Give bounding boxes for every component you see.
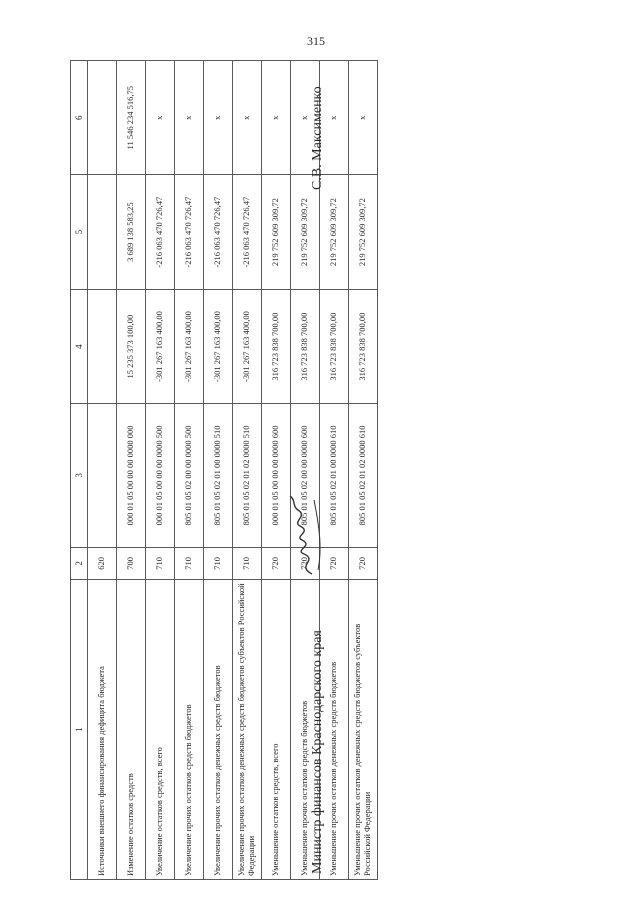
page-number: 315 — [307, 34, 325, 48]
table-row — [349, 61, 378, 880]
table-cell: Увеличение прочих остатков денежных средств бюджетов — [204, 580, 233, 880]
table-cell — [88, 404, 117, 547]
handwritten-signature — [278, 490, 328, 580]
table-cell: 805 01 05 02 01 02 0000 510 — [233, 404, 262, 547]
table-cell: 710 — [233, 547, 262, 580]
table-cell: 805 01 05 02 00 00 0000 600 — [291, 404, 320, 547]
table-row — [204, 61, 233, 880]
table-cell — [88, 175, 117, 289]
table-cell: 219 752 609 309,72 — [349, 175, 378, 289]
table-cell: -216 063 470 726,47 — [204, 175, 233, 289]
table-cell: 710 — [175, 547, 204, 580]
table-cell: Увеличение прочих остатков средств бюджетов — [175, 580, 204, 880]
table-row — [233, 61, 262, 880]
table-cell: Увеличение прочих остатков денежных средств бюджетов субъектов Российской Федерации — [233, 580, 262, 880]
table-cell: -301 267 163 400,00 — [146, 289, 175, 403]
table-row — [262, 61, 291, 880]
table-cell: 720 — [349, 547, 378, 580]
table-cell: 720 — [291, 547, 320, 580]
header-cell: 2 — [71, 547, 88, 580]
table-cell: х — [204, 61, 233, 175]
rotated-document-content — [70, 60, 372, 880]
table-cell: 316 723 838 700,00 — [262, 289, 291, 403]
table-cell: -216 063 470 726,47 — [175, 175, 204, 289]
header-cell: 1 — [71, 580, 88, 880]
table-cell: х — [233, 61, 262, 175]
table-cell: 219 752 609 309,72 — [291, 175, 320, 289]
table-cell: Увеличение остатков средств, всего — [146, 580, 175, 880]
header-cell: 4 — [71, 289, 88, 403]
table-cell: 15 235 373 100,00 — [117, 289, 146, 403]
table-cell: Изменение остатков средств — [117, 580, 146, 880]
signatory-position: Министр финансов Краснодарского края — [310, 630, 325, 874]
header-cell: 5 — [71, 175, 88, 289]
table-cell: Источники внешнего финансирования дефицита бюджета — [88, 580, 117, 880]
table-cell: 000 01 05 00 00 00 0000 500 — [146, 404, 175, 547]
table-cell: 805 01 05 02 01 00 0000 510 — [204, 404, 233, 547]
table-cell: 219 752 609 309,72 — [262, 175, 291, 289]
table-cell: х — [349, 61, 378, 175]
table-row — [146, 61, 175, 880]
table-header-row — [71, 61, 88, 880]
signature-block — [300, 60, 340, 880]
table-row — [117, 61, 146, 880]
table-cell: 000 01 05 00 00 00 0000 000 — [117, 404, 146, 547]
table-cell: 000 01 05 00 00 00 0000 600 — [262, 404, 291, 547]
table-row — [88, 61, 117, 880]
table-cell: х — [320, 61, 349, 175]
table-cell: 710 — [146, 547, 175, 580]
table-cell: Уменьшение остатков средств, всего — [262, 580, 291, 880]
table-cell: 3 689 138 583,25 — [117, 175, 146, 289]
table-cell: 219 752 609 309,72 — [320, 175, 349, 289]
table-cell: х — [262, 61, 291, 175]
table-cell: х — [291, 61, 320, 175]
table-cell: х — [146, 61, 175, 175]
table-cell: -216 063 470 726,47 — [146, 175, 175, 289]
table-cell: 710 — [204, 547, 233, 580]
table-cell: 720 — [320, 547, 349, 580]
table-cell: Уменьшение прочих остатков денежных средств бюджетов субъектов Российской Федерации — [349, 580, 378, 880]
table-cell: 700 — [117, 547, 146, 580]
table-cell: -216 063 470 726,47 — [233, 175, 262, 289]
table-cell: 316 723 838 700,00 — [320, 289, 349, 403]
header-cell: 6 — [71, 61, 88, 175]
table-cell: Уменьшение прочих остатков денежных средств бюджетов — [320, 580, 349, 880]
table-cell: 805 01 05 02 01 02 0000 610 — [349, 404, 378, 547]
table-cell: -301 267 163 400,00 — [175, 289, 204, 403]
table-cell: 620 — [88, 547, 117, 580]
table-cell: 805 01 05 02 01 00 0000 610 — [320, 404, 349, 547]
table-cell: -301 267 163 400,00 — [204, 289, 233, 403]
table-row — [175, 61, 204, 880]
table-cell: х — [175, 61, 204, 175]
table-cell: 316 723 838 700,00 — [291, 289, 320, 403]
table-cell: -301 267 163 400,00 — [233, 289, 262, 403]
header-cell: 3 — [71, 404, 88, 547]
table-cell: 720 — [262, 547, 291, 580]
table-cell — [88, 61, 117, 175]
table-cell: Уменьшение прочих остатков средств бюджетов — [291, 580, 320, 880]
table-cell — [88, 289, 117, 403]
table-cell: 11 546 234 516,75 — [117, 61, 146, 175]
table-cell: 316 723 838 700,00 — [349, 289, 378, 403]
signatory-name: С.В. Максименко — [310, 86, 325, 190]
table-cell: 805 01 05 02 00 00 0000 500 — [175, 404, 204, 547]
